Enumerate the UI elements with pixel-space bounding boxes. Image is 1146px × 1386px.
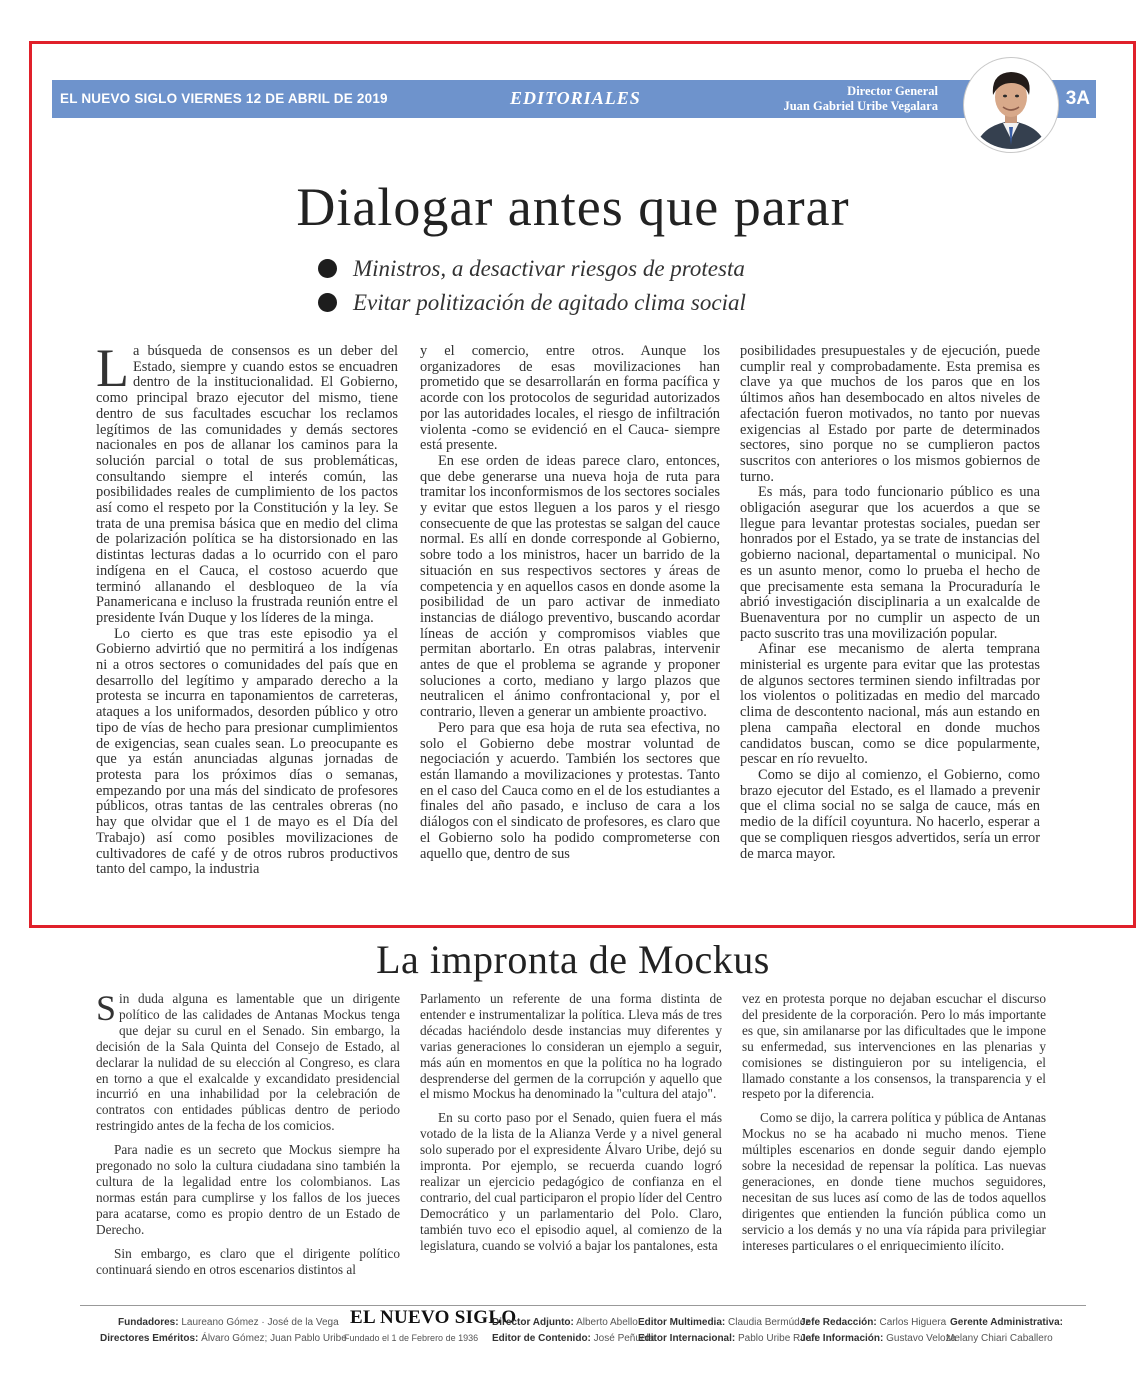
editorial1-column-2 [420, 344, 720, 862]
contenido-credit: Editor de Contenido: José Peñuela [492, 1333, 655, 1344]
editorial-headline: Dialogar antes que parar [296, 177, 850, 237]
paragraph: posibilidades presupuestales y de ejecución, puede cumplir real y comprobadamente. Esta premisa es clave ya que muchos de los paros que en los últimos años han desembocado en altos niveles de afectación fueron motivados, no tanto por nuevas exigencias al Estado por parte de determinados sectores, sino porque no se cumplieron pactos suscritos con anteriores o los mismos gobiernos de turno. [740, 343, 1040, 485]
paragraph: Para nadie es un secreto que Mockus siempre ha pregonado no solo la cultura ciudadana sino también la cultura de la legalidad entre los colombianos. Las normas están para cumplirse y los fallos de los jueces para acatarse, como es propio dentro de un Estado de Derecho. [96, 1142, 400, 1237]
paragraph: Es más, para todo funcionario público es una obligación asegurar que los acuerdos a que se llegue para levantar protestas sociales, puedan ser honrados por el Estado, ya se trate de instancias del gobierno nacional, departamental o municipal. No es un asunto menor, como lo prueba el hecho de que precisamente esta semana la Procuraduría le abrió investigación disciplinaria a un exalcalde de Buenaventura por no cumplir un aspecto de un pacto suscrito tras una movilización popular. [740, 484, 1040, 642]
paragraph: En su corto paso por el Senado, quien fuera el más votado de la lista de la Alianza Verde y a nivel general solo superado por el expresidente Álvaro Uribe, dejó su impronta. Por ejemplo, se recuerda cuando logró realizar un ejercicio pedagógico de confianza en el contrario, del cual participaron el propio líder del Centro Democrático y un parlamentario del Polo. Claro, también tuvo eco el episodio aquel, al comienzo de la legislatura, cuando se volvió a bajar los pantalones, esta [420, 1110, 722, 1253]
paragraph: Pero para que esa hoja de ruta sea efectiva, no solo el Gobierno debe mostrar voluntad de negociación y acuerdo. También los sectores que están llamando a movilizaciones y protestas. Tanto en el caso del Cauca como en el de los estudiantes a finales del año pasado, e incluso de cara a los diálogos con el sindicato de profesores, es claro que el Gobierno solo ha podido comprometerse con aquello que, dentro de sus [420, 719, 720, 862]
subtitle-1 [318, 256, 745, 282]
paragraph: Como se dijo al comienzo, el Gobierno, como brazo ejecutor del Estado, es el llamado a prevenir que el clima social no se salga de cauce, más en medio de la difícil coyuntura. No hacerlo, esperar a que se compliquen riesgos advertidos, sería un error de marca mayor. [740, 766, 1040, 862]
paragraph: vez en protesta porque no dejaban escuchar el discurso del presidente de la corporación. Pero lo más importante es que, sin amilanarse por las dificultades que le impone su enfermedad, sus intervenciones en las plenarias y comisiones se distinguieron por su inteligencia, el llamado constante a los consensos, la transparencia y el respeto por la diferencia. [742, 991, 1046, 1102]
paragraph: Sin duda alguna es lamentable que un dirigente político de las calidades de Antanas Mockus tenga que dejar su curul en el Senado. Sin embargo, la decisión de la Sala Quinta del Consejo de Estado, al declarar la nulidad de su elección al Congreso, es clara en torno a que el exalcalde y excandidato presidencial incurrió en una inhabilidad por la celebración de contratos con entidades públicas dentro de periodo restringido antes de la fecha de los comicios. [96, 988, 400, 1134]
paragraph: En ese orden de ideas parece claro, entonces, que debe generarse una nueva hoja de ruta para tramitar los inconformismos de los sectores sociales y evitar que estos lleguen a los paros y el riesgo consecuente de que las protestas se salgan del cauce normal. Es allí en donde corresponde al Gobierno, sobre todo a los ministros, hacer un barrido de la situación en sus respectivos sectores y áreas de competencia y en aquellos casos en donde asome la posibilidad de un paro activar de inmediato instancias de diálogo preventivo, buscando acordar líneas de acción y compromisos viables que permitan abortarlo. En otras palabras, intervenir antes de que el problema se agrande y proponer soluciones a corto, mediano y largo plazos que neutralicen el ánimo confrontacional y, por el contrario, lleven a generar un ambiente proactivo. [420, 452, 720, 721]
paragraph: Sin embargo, es claro que el dirigente político continuará siendo en otros escenarios distintos al [96, 1245, 400, 1277]
drop-cap: S [96, 988, 117, 1028]
paragraph: Como se dijo, la carrera política y pública de Antanas Mockus no se ha acabado ni mucho menos. Tiene múltiples escenarios en donde seguir dando ejemplo sobre la necesidad de repensar la política. Las nuevas generaciones, en donde tiene muchos seguidores, necesitan de sus luces así como de las de todos aquellos dirigentes que entienden la función pública como un servicio a los demás y no una vía rápida para privilegiar intereses particulares o el enriquecimiento ilícito. [742, 1110, 1046, 1253]
multimedia-credit: Editor Multimedia: Claudia Bermúdez [638, 1317, 811, 1328]
footer-divider [80, 1305, 1086, 1306]
bullet-icon [318, 259, 337, 278]
editorial2-column-3 [742, 991, 1046, 1254]
subtitle-text: Evitar politización de agitado clima social [353, 290, 746, 315]
section-title: EDITORIALES [510, 88, 641, 108]
emeritus-credit: Directores Eméritos: Álvaro Gómez; Juan Pablo Uribe [100, 1333, 347, 1344]
masthead-date: EL NUEVO SIGLO VIERNES 12 DE ABRIL DE 2019 [60, 91, 388, 106]
editorial1-column-1 [96, 338, 398, 878]
page-number: 3A [1065, 88, 1090, 109]
editorial2-headline: La impronta de Mockus [376, 937, 770, 982]
paragraph: y el comercio, entre otros. Aunque los organizadores de esas movilizaciones han prometido que se desarrollarán en forma pacífica y acorde con los protocolos de seguridad autorizados por las autoridades locales, el riesgo de infiltración violenta -como se evidenció en el Cauca- siempre está presente. [420, 343, 720, 454]
subtitle-text: Ministros, a desactivar riesgos de protesta [353, 256, 745, 281]
editorial2-column-2 [420, 991, 722, 1254]
adjunto-credit: Director Adjunto: Alberto Abello [492, 1317, 638, 1328]
paragraph: Lo cierto es que tras este episodio ya el Gobierno advirtió que no permitirá a los indígenas ni a otros sectores o comunidades del país que en desarrollo del legítimo y amparado derecho a la protesta se incurra en taponamientos de carreteras, ataques a los uniformados, desorden público y otro tipo de vías de hecho para presionar cumplimientos de exigencias, sean cuales sean. Lo preocupante es que ya están anunciadas algunas jornadas de protesta para los próximos días o semanas, empezando por una más del sindicato de profesores públicos, otras tantas de las centrales obreras (no hay que olvidar que el 1 de mayo es el Día del Trabajo) así como posibles movilizaciones de cultivadores de café y de otros rubros productivos tanto del campo, la industria [96, 625, 398, 878]
informacion-credit: Jefe Información: Gustavo Veloza [800, 1333, 957, 1344]
drop-cap: L [96, 338, 129, 398]
gerente-label: Gerente Administrativa: [950, 1317, 1063, 1328]
paragraph: La búsqueda de consensos es un deber del Estado, siempre y cuando estos se encuadren dentro de la institucionalidad. El Gobierno, como principal brazo ejecutor del mismo, tiene dentro de sus facultades escuchar los reclamos legítimos de las comunidades y demás sectores nacionales en pos de allanar los caminos para la solución parcial o total de sus problemáticas, consultando siempre el interés común, las posibilidades reales de cumplimiento de los pactos así como el respeto por la Constitución y la ley. Se trata de una premisa básica que en medio del clima de polarización política se ha distorsionado en las distintas lecturas dadas a lo ocurrido con el paro indígena en el Cauca, el costoso acuerdo que terminó allanando el desbloqueo de la vía Panamericana e incluso la frustrada reunión entre el presidente Iván Duque y los líderes de la minga. [96, 338, 398, 626]
director-title: Director General [847, 84, 938, 98]
subtitle-2 [318, 290, 746, 316]
founders-credit: Fundadores: Laureano Gómez · José de la Vega [118, 1317, 339, 1328]
paragraph: Afinar ese mecanismo de alerta temprana ministerial es urgente para evitar que las protestas de algunos sectores terminen siendo infiltradas por los violentos o politizadas en medio del marcado clima de descontento nacional, más aun estando en plena campaña electoral en donde muchos candidatos buscan, como se dice popularmente, pescar en río revuelto. [740, 641, 1040, 768]
paragraph: Parlamento un referente de una forma distinta de entender e instrumentalizar la política. Lleva más de tres décadas haciéndolo desde instancias muy diferentes y varias generaciones lo consideran un ejemplo a seguir, más aún en momentos en que la política no ha logrado desprenderse del germen de la corrupción y aquello que el mismo Mockus ha denominado la "cultura del atajo". [420, 991, 722, 1102]
founded-date: Fundado el 1 de Febrero de 1936 [344, 1333, 479, 1343]
staff-credits-footer [0, 1303, 1146, 1353]
section-header-bar [52, 80, 1096, 118]
director-credit [752, 84, 938, 114]
director-name: Juan Gabriel Uribe Vegalara [783, 99, 938, 113]
director-portrait [964, 58, 1058, 152]
editorial2-column-1 [96, 988, 400, 1277]
internacional-credit: Editor Internacional: Pablo Uribe Ruan [638, 1333, 817, 1344]
bullet-icon [318, 293, 337, 312]
editorial1-column-3 [740, 344, 1040, 862]
redaccion-credit: Jefe Redacción: Carlos Higuera [800, 1317, 947, 1328]
newspaper-logo: EL NUEVO SIGLO [350, 1307, 517, 1328]
gerente-name: Melany Chiari Caballero [946, 1333, 1053, 1344]
